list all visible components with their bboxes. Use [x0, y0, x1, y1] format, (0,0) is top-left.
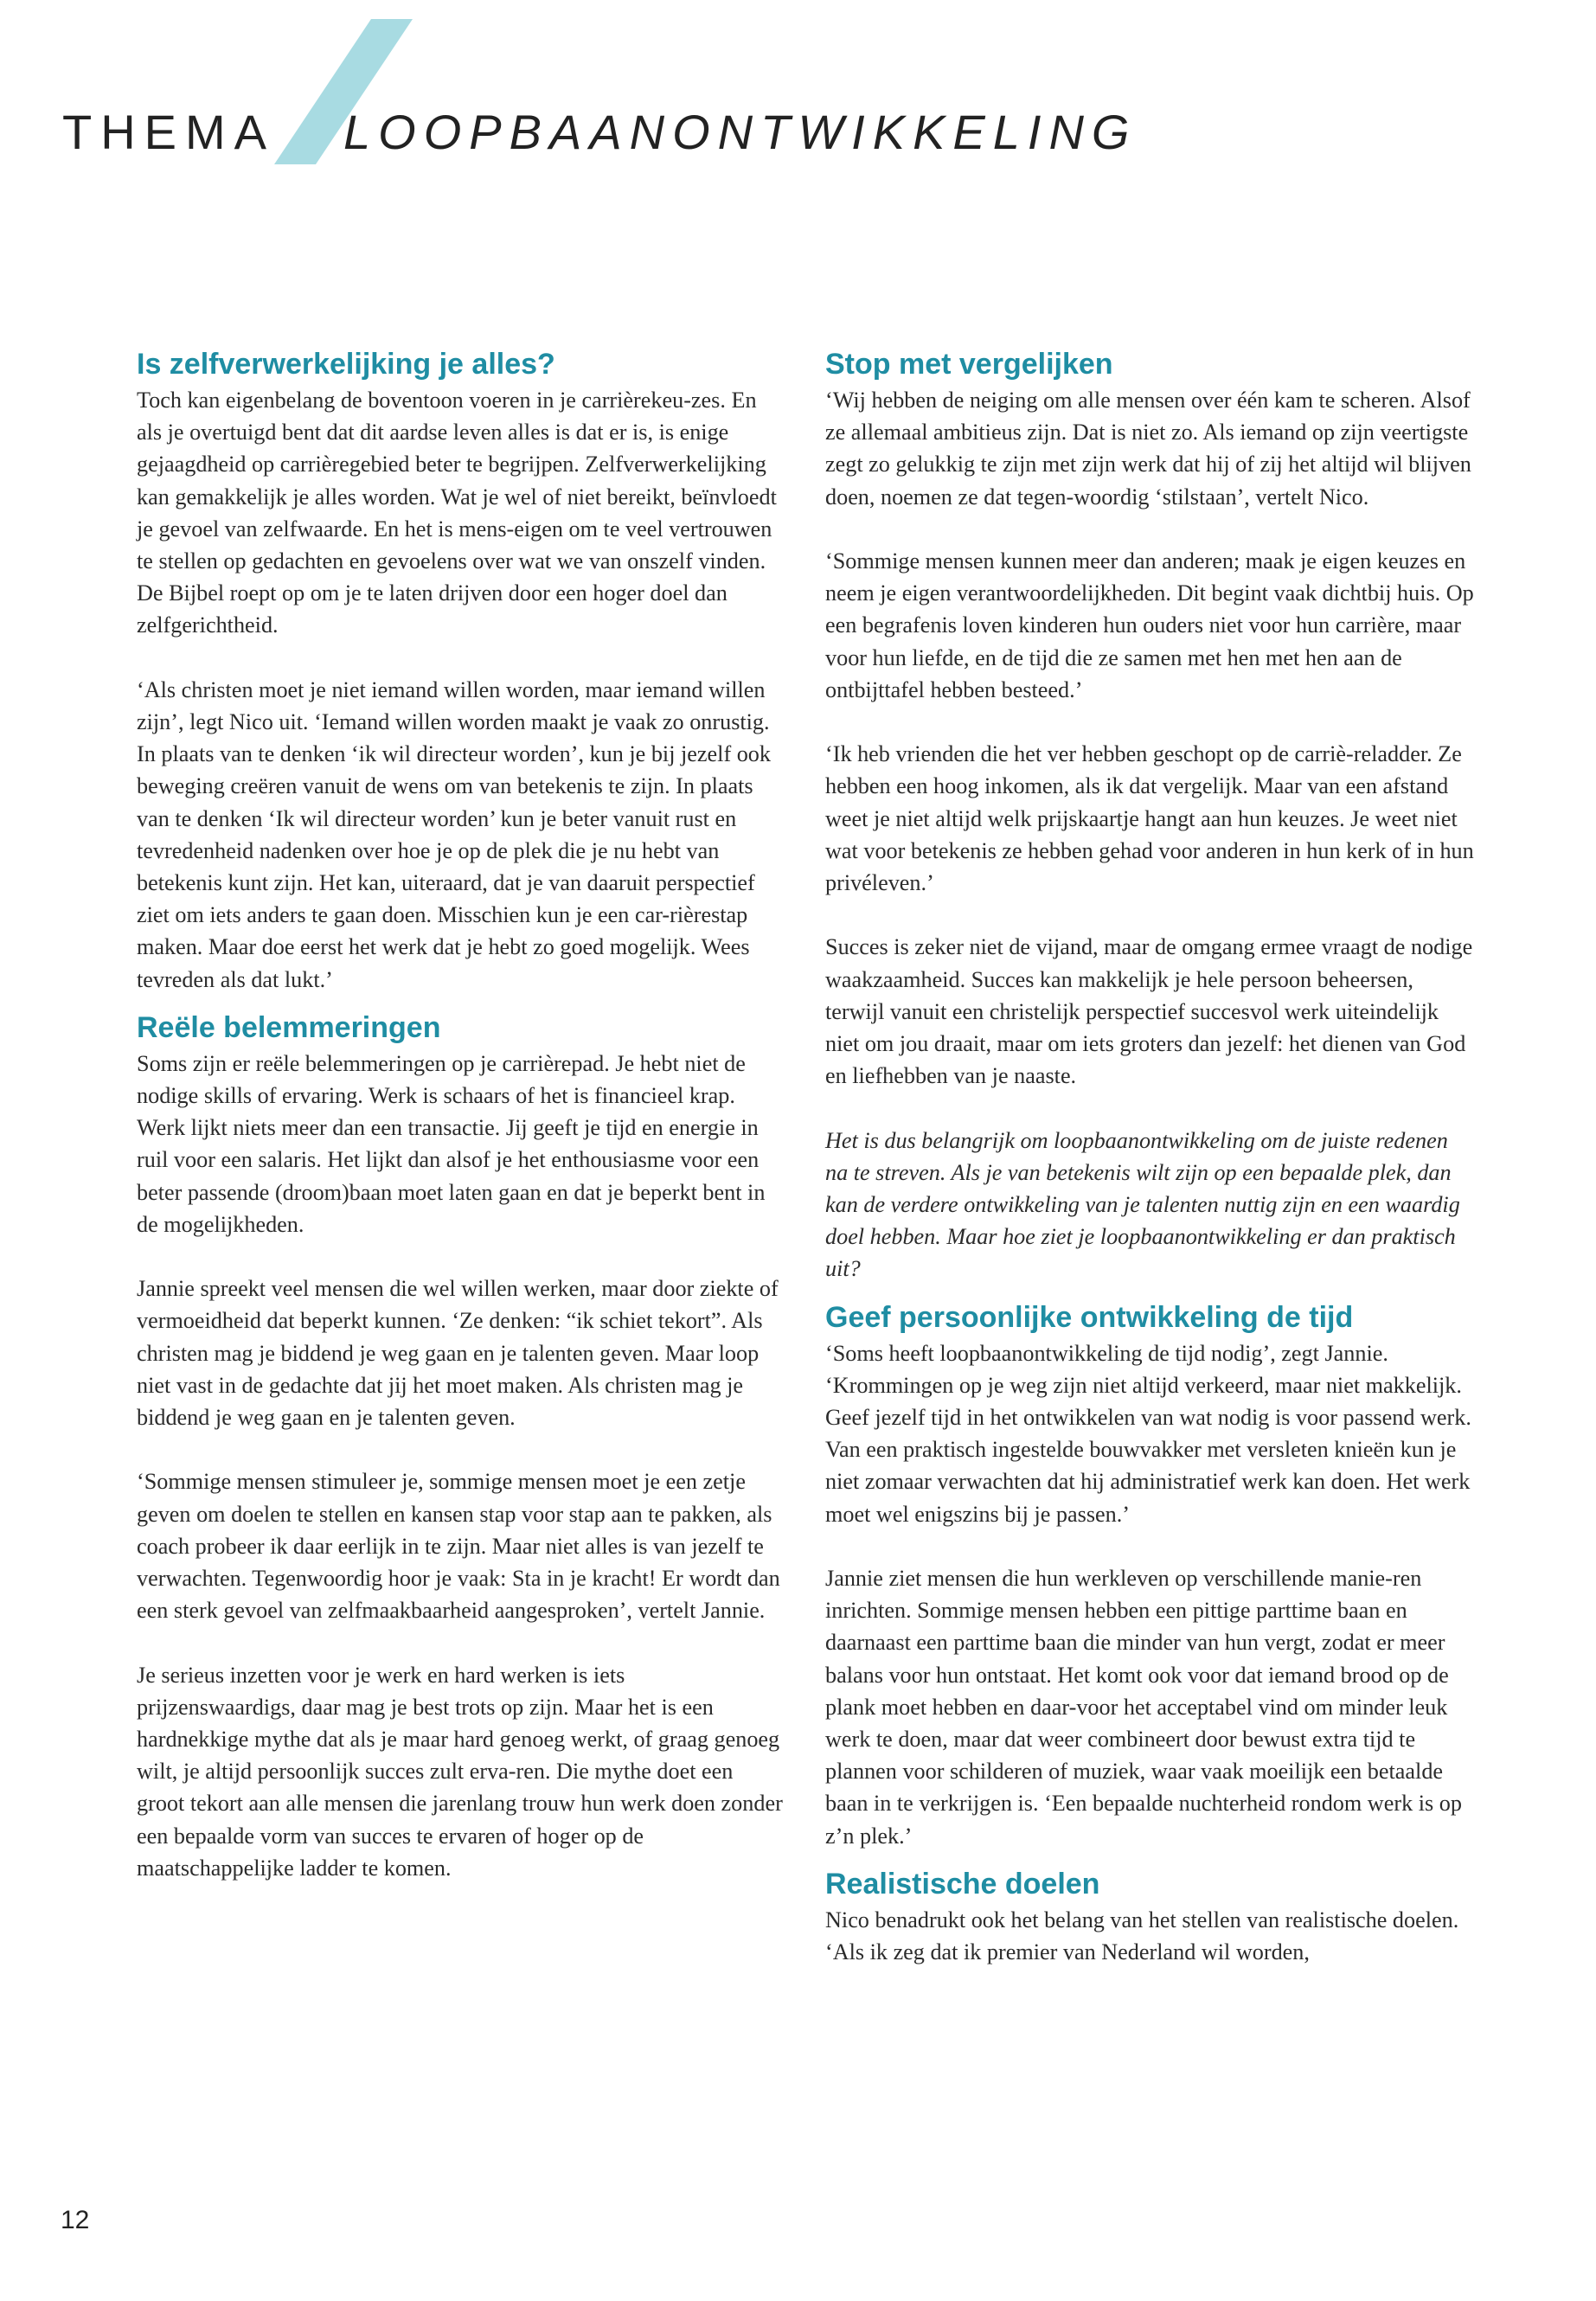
heading-belemmeringen: Reële belemmeringen	[137, 1010, 441, 1044]
paragraph: Jannie spreekt veel mensen die wel willen werken, maar door ziekte of vermoeidheid dat beperkt kunnen. ‘Ze denken: “ik schiet tekort”. Als christen mag je biddend je weg gaan en je talenten geven. Maar loop niet vast in de gedachte dat jij het moet maken. Als christen mag je biddend je weg gaan en je talenten geven.	[137, 1276, 779, 1431]
topic-title: LOOPBAANONTWIKKELING	[343, 105, 1138, 159]
paragraph: ‘Soms heeft loopbaanontwikkeling de tijd nodig’, zegt Jannie. ‘Krommingen op je weg zijn niet altijd verkeerd, maar niet makkelijk. Geef jezelf tijd in het ontwikkelen van wat nodig is voor passend werk. Van een praktisch ingestelde bouwvakker met versleten knieën kun je niet zomaar verwachten dat hij administratief werk kan doen. Het werk moet wel enigszins bij je passen.’	[825, 1340, 1471, 1527]
section-label: THEMA	[62, 105, 275, 159]
left-column	[137, 344, 785, 1884]
paragraph: Nico benadrukt ook het belang van het stellen van realistische doelen. ‘Als ik zeg dat ik premier van Nederland wil worden,	[825, 1907, 1459, 1965]
page-number: 12	[61, 2206, 90, 2234]
right-column	[825, 344, 1474, 1968]
heading-ontwikkeling: Geef persoonlijke ontwikkeling de tijd	[825, 1300, 1354, 1334]
heading-vergelijken: Stop met vergelijken	[825, 348, 1113, 381]
paragraph: Toch kan eigenbelang de boventoon voeren in je carrièrekeu-zes. En als je overtuigd bent dat dit aardse leven alles is dat er is, is enige gejaagdheid op carrièregebied beter te begrijpen. Zelfverwerkelijking kan gemakkelijk je alles worden. Wat je wel of niet bereikt, beïnvloedt je gevoel van zelfwaarde. En het is mens-eigen om te veel vertrouwen te stellen op gedachten en gevoelens over wat we van onszelf vinden. De Bijbel roept op om je te laten drijven door een hoger doel dan zelfgerichtheid.	[137, 388, 777, 638]
paragraph: ‘Als christen moet je niet iemand willen worden, maar iemand willen zijn’, legt Nico uit. ‘Iemand willen worden maakt je vaak zo onrustig. In plaats van te denken ‘ik wil directeur worden’, kun je bij jezelf ook beweging creëren vanuit de wens om van betekenis te zijn. In plaats van te denken ‘Ik wil directeur worden’ kun je beter vanuit rust en tevredenheid nadenken over hoe je op de plek die je nu hebt van betekenis kunt zijn. Het kan, uiteraard, dat je van daaruit perspectief ziet om iets anders te gaan doen. Misschien kun je een car-rièrestap maken. Maar doe eerst het werk dat je hebt zo goed mogelijk. Wees tevreden als dat lukt.’	[137, 676, 771, 992]
page-header	[62, 104, 1187, 164]
paragraph: ‘Wij hebben de neiging om alle mensen over één kam te scheren. Alsof ze allemaal ambitieus zijn. Dat is niet zo. Als iemand op zijn veertigste zegt zo gelukkig te zijn met zijn werk dat hij of zij het altijd wil blijven doen, noemen ze dat tegen-woordig ‘stilstaan’, vertelt Nico.	[825, 388, 1471, 510]
paragraph: ‘Sommige mensen stimuleer je, sommige mensen moet je een zetje geven om doelen te stellen en kansen stap voor stap aan te pakken, als coach probeer ik daar eerlijk in te zijn. Maar niet alles is van jezelf te verwachten. Tegenwoordig hoor je vaak: Sta in je kracht! Er wordt dan een sterk gevoel van zelfmaakbaarheid aangesproken’, vertelt Jannie.	[137, 1469, 780, 1624]
italic-paragraph: Het is dus belangrijk om loopbaanontwikkeling om de juiste redenen na te streven. Als je van betekenis wilt zijn op een bepaalde plek, dan kan de verdere ontwikkeling van je talenten nuttig zijn en een waardig doel hebben. Maar hoe ziet je loopbaanontwikkeling er dan praktisch uit?	[825, 1127, 1460, 1282]
paragraph: Succes is zeker niet de vijand, maar de omgang ermee vraagt de nodige waakzaamheid. Succes kan makkelijk je hele persoon beheersen, terwijl vanuit een christelijk perspectief succesvol werk uiteindelijk niet om jou draait, maar om iets groters dan jezelf: het dienen van God en liefhebben van je naaste.	[825, 934, 1473, 1089]
paragraph: Je serieus inzetten voor je werk en hard werken is iets prijzenswaardigs, daar mag je best trots op zijn. Maar het is een hardnekkige mythe dat als je maar hard genoeg werkt, of graag genoeg wilt, je altijd persoonlijk succes zult erva-ren. Die mythe doet een groot tekort aan alle mensen die jarenlang trouw hun werk doen zonder een bepaalde vorm van succes te ervaren of hoger op de maatschappelijke ladder te komen.	[137, 1662, 783, 1881]
paragraph: ‘Ik heb vrienden die het ver hebben geschopt op de carriè-reladder. Ze hebben een hoog inkomen, als ik dat vergelijk. Maar van een afstand weet je niet altijd welk prijskaartje hangt aan hun keuzes. Je weet niet wat voor betekenis ze hebben gehad voor anderen in hun kerk of in hun privéleven.’	[825, 741, 1474, 896]
heading-zelfverwerkelijking: Is zelfverwerkelijking je alles?	[137, 348, 555, 381]
paragraph: Soms zijn er reële belemmeringen op je carrièrepad. Je hebt niet de nodige skills of ervaring. Werk is schaars of het is financieel krap. Werk lijkt niets meer dan een transactie. Jij geeft je tijd en energie in ruil voor een salaris. Het lijkt dan alsof je het enthousiasme voor een beter passende (droom)baan moet laten gaan en dat je beperkt bent in de mogelijkheden.	[137, 1050, 766, 1237]
paragraph: ‘Sommige mensen kunnen meer dan anderen; maak je eigen keuzes en neem je eigen verantwoordelijkheden. Dit begint vaak dichtbij huis. Op een begrafenis loven kinderen hun ouders niet voor hun carrière, maar voor hun liefde, en de tijd die ze samen met hen met hen aan de ontbijttafel hebben besteed.’	[825, 548, 1474, 702]
paragraph: Jannie ziet mensen die hun werkleven op verschillende manie-ren inrichten. Sommige mensen hebben een pittige parttime baan en daarnaast een parttime baan die minder van hun vergt, zodat er meer balans voor hun ontstaat. Het komt ook voor dat iemand brood op de plank moet hebben en daar-voor het acceptabel vind om minder leuk werk te doen, maar dat weer combineert door bewust extra tijd te plannen voor schilderen of muziek, waar vaak moeilijk een betaalde baan in te verkrijgen is. ‘Een bepaalde nuchterheid rondom werk is op z’n plek.’	[825, 1566, 1462, 1849]
heading-realistische-doelen: Realistische doelen	[825, 1867, 1100, 1900]
